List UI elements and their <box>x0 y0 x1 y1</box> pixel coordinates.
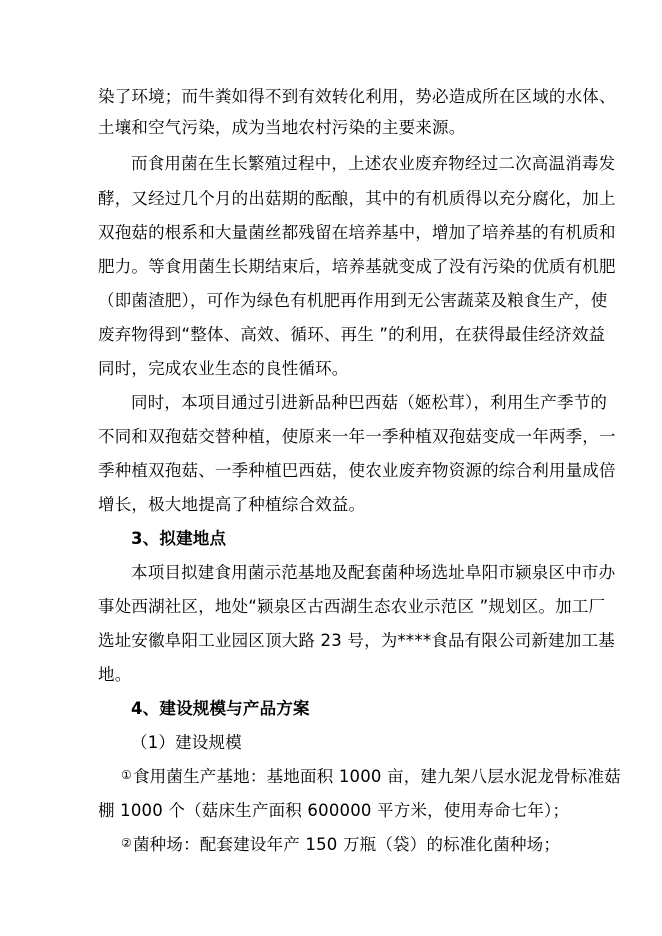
list-item <box>121 767 621 787</box>
section-heading: 4、建设规模与产品方案 <box>131 699 310 718</box>
paragraph-line: 同时，本项目通过引进新品种巴西菇（姬松茸），利用生产季节的 <box>131 393 608 412</box>
paragraph-line: 地。 <box>98 665 132 684</box>
item-marker: ① <box>121 768 132 782</box>
section-heading: 3、拟建地点 <box>131 529 227 548</box>
paragraph-line: 酵，又经过几个月的出菇期的酝酿，其中的有机质得以充分腐化，加上 <box>98 189 616 208</box>
list-item <box>121 835 560 855</box>
item-marker: ② <box>121 836 132 850</box>
paragraph-line: 废弃物得到“整体、高效、循环、再生 ”的利用，在获得最佳经济效益 <box>98 325 606 344</box>
paragraph-line: 棚 1000 个（菇床生产面积 600000 平方米，使用寿命七年）； <box>98 801 570 820</box>
paragraph-line: 同时，完成农业生态的良性循环。 <box>98 359 349 378</box>
paragraph-line: 不同和双孢菇交替种植，使原来一年一季种植双孢菇变成一年两季，一 <box>98 427 616 446</box>
paragraph-line: 本项目拟建食用菌示范基地及配套菌种场选址阜阳市颍泉区中市办 <box>131 563 616 582</box>
paragraph-line: 事处西湖社区，地处“颍泉区古西湖生态农业示范区 ”规划区。加工厂 <box>98 597 606 616</box>
paragraph-line: 双孢菇的根系和大量菌丝都残留在培养基中，增加了培养基的有机质和 <box>98 223 616 242</box>
paragraph-line: 土壤和空气污染，成为当地农村污染的主要来源。 <box>98 118 466 137</box>
paragraph-line: 肥力。等食用菌生长期结束后，培养基就变成了没有污染的优质有机肥 <box>98 257 616 276</box>
paragraph-line: （即菌渣肥），可作为绿色有机肥再作用到无公害蔬菜及粮食生产，使 <box>98 291 608 310</box>
paragraph-line: 染了环境；而牛粪如得不到有效转化利用，势必造成所在区域的水体、 <box>98 87 616 106</box>
list-item-text: 菌种场：配套建设年产 150 万瓶（袋）的标准化菌种场； <box>132 835 561 854</box>
paragraph-line: 而食用菌在生长繁殖过程中，上述农业废弃物经过二次高温消毒发 <box>131 154 616 173</box>
list-item-text: 食用菌生产基地：基地面积 1000 亩，建九架八层水泥龙骨标准菇 <box>132 767 621 786</box>
paragraph-line: 季种植双孢菇、一季种植巴西菇，使农业废弃物资源的综合利用量成倍 <box>98 461 616 480</box>
subsection-heading: （1）建设规模 <box>131 733 242 752</box>
paragraph-line: 选址安徽阜阳工业园区顶大路 23 号，为****食品有限公司新建加工基 <box>98 631 615 650</box>
paragraph-line: 增长，极大地提高了种植综合效益。 <box>98 495 366 514</box>
